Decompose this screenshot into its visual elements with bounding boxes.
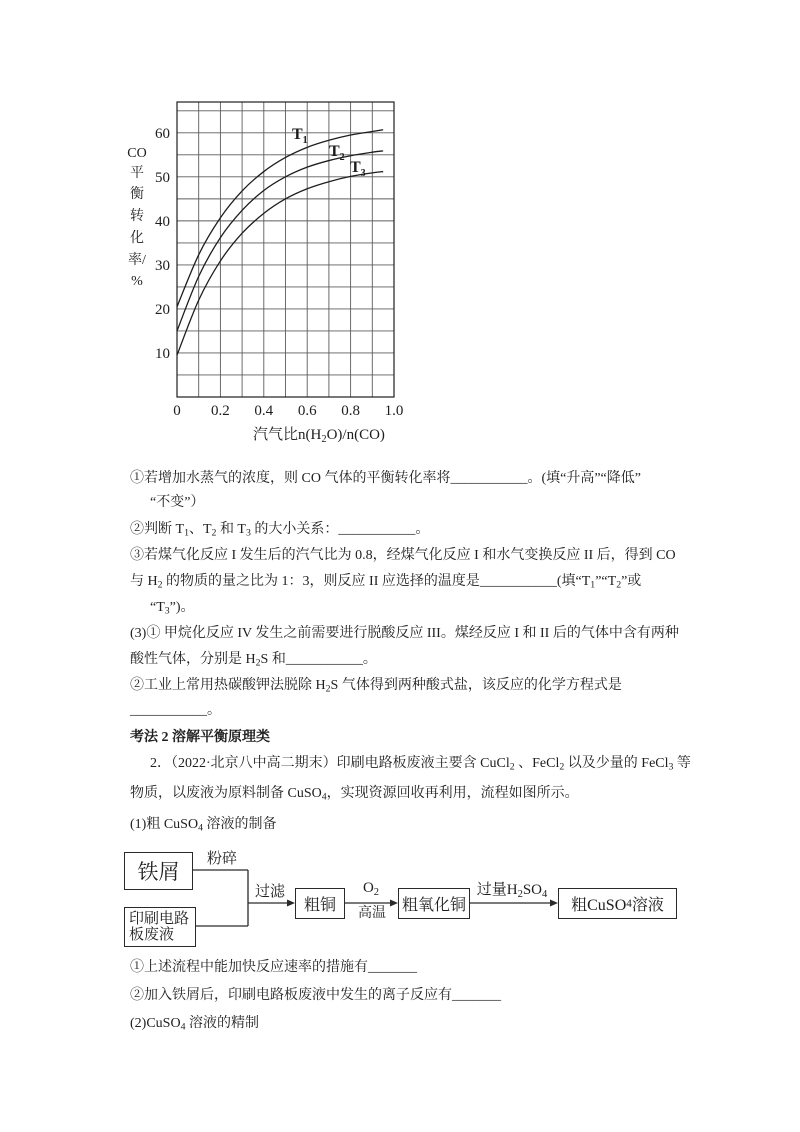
q1-part3-item1-line1 (130, 625, 679, 643)
y-axis-title-part: CO (127, 146, 147, 161)
flow-box-waste-liquid (124, 907, 196, 947)
text-run: ”)。 (169, 600, 195, 615)
text-run: O)/n(CO) (326, 427, 385, 443)
q2-part1-item1: ①上述流程中能加快反应速率的措施有_______ (130, 960, 417, 975)
text-run: 与 H (130, 574, 158, 589)
series-line-t1 (177, 130, 383, 307)
text-run: ___________。 (130, 703, 221, 718)
text-run: ②工业上常用热碳酸钾法脱除 H (130, 678, 326, 693)
text-run: 汽气比n(H (253, 427, 322, 443)
text-run: 溶液 (631, 897, 664, 914)
subscript: 1 (184, 527, 189, 539)
text-run: 物质，以废液为原料制备 CuSO (130, 786, 322, 801)
subscript: 2 (325, 683, 331, 695)
x-tick-label: 0.4 (254, 403, 274, 419)
flow-box-iron-filings: 铁屑 (124, 852, 193, 890)
text-run: 2．（2022·北京八中高二期末）印刷电路板废液主要含 CuCl (150, 756, 510, 771)
y-tick-label: 50 (155, 169, 170, 186)
series-label-subscript: 3 (360, 168, 366, 179)
q1-part3-item2-line2 (130, 702, 221, 720)
x-tick-label: 0.2 (211, 403, 230, 419)
arrow-acid-head (550, 900, 558, 907)
text-run: ①若增加水蒸气的浓度，则 CO 气体的平衡转化率将___________。(填“升高”“降低” (130, 471, 641, 486)
text-run: 溶液的精制 (185, 1016, 259, 1031)
text-run: “不变”） (150, 495, 205, 510)
subscript: 2 (559, 761, 565, 773)
x-tick-label: 1.0 (384, 403, 404, 419)
x-tick-label: 0 (173, 403, 181, 419)
y-tick-label: 60 (155, 125, 170, 142)
subscript: 2 (509, 761, 515, 773)
text-run: S 和___________。 (260, 652, 377, 667)
y-tick-label: 20 (155, 301, 170, 318)
flow-label-filter: 过滤 (254, 884, 285, 900)
q1-item1-line1 (130, 470, 641, 488)
flow-label-high-temperature: 高温 (358, 906, 386, 921)
flow-box-waste-liquid-line2: 板废液 (129, 927, 175, 943)
q1-item3-line3 (150, 599, 195, 617)
subscript: 4 (321, 791, 327, 803)
q1-part3-item1-line2 (130, 651, 377, 669)
text-run: ②判断 T (130, 522, 185, 537)
text-run: 过量H (476, 882, 518, 898)
q1-part3-item2-line1 (130, 677, 622, 695)
subscript: 2 (255, 657, 261, 669)
text-run: 、T (188, 522, 212, 537)
text-run: ③若煤气化反应 I 发生后的汽气比为 0.8，经煤气化反应 I 和水气变换反应 II 后，得到 CO (130, 548, 676, 563)
y-axis-title-part: % (131, 274, 143, 289)
q1-item3-line2 (130, 573, 641, 591)
series-label-letter: T (329, 143, 340, 160)
chart-x-axis-title (253, 426, 385, 444)
text-run: S 气体得到两种酸式盐，该反应的化学方程式是 (330, 678, 622, 693)
text-run: (1)粗 CuSO (130, 817, 199, 832)
q1-item1-line2 (150, 494, 204, 512)
q2-part2-title (130, 1015, 259, 1033)
q1-item3-line1 (130, 547, 676, 565)
subscript: 4 (542, 888, 548, 900)
subscript: 3 (668, 761, 674, 773)
text-run: ”“T (595, 574, 617, 589)
y-tick-label: 30 (155, 257, 170, 274)
text-run: 酸性气体，分别是 H (130, 652, 256, 667)
series-line-t2 (177, 151, 383, 331)
text-run: O (362, 880, 374, 896)
flow-box-crude-cuso4-solution: 粗CuSO 4 溶液 (558, 888, 677, 919)
y-axis-title-part: 率/ (128, 253, 146, 268)
subscript: 2 (321, 433, 327, 445)
y-axis-title-part: 转 (130, 209, 144, 224)
subscript: 2 (517, 888, 523, 900)
x-tick-label: 0.8 (341, 403, 360, 419)
text-run: 粗CuSO (571, 897, 627, 914)
series-label-letter: T (292, 126, 303, 143)
flow-box-waste-liquid-line1: 印刷电路 (129, 911, 190, 927)
text-run: SO (522, 882, 543, 898)
y-tick-label: 10 (155, 345, 170, 362)
text-run: 以及少量的 FeCl (564, 756, 669, 771)
conversion-rate-chart (0, 0, 800, 420)
y-axis-title-part: 平 (130, 166, 144, 181)
flow-label-oxygen (346, 879, 396, 897)
series-label-t1 (292, 126, 308, 146)
y-axis-title-part: 衡 (130, 187, 144, 202)
subscript: 2 (373, 886, 380, 898)
flow-box-crude-copper-oxide: 粗氧化铜 (398, 888, 470, 919)
text-run: ，实现资源回收再利用，流程如图所示。 (326, 786, 579, 801)
y-axis-title-part: 化 (130, 231, 144, 246)
subscript: 2 (211, 527, 217, 539)
series-label-subscript: 1 (302, 135, 308, 146)
x-tick-label: 0.6 (297, 403, 317, 419)
series-label-subscript: 2 (339, 152, 345, 163)
text-run: (3)① 甲烷化反应 IV 发生之前需要进行脱酸反应 III。煤经反应 I 和 II 后的气体中含有两种 (130, 626, 679, 641)
flow-label-crush: 粉碎 (206, 851, 237, 867)
subscript: 2 (157, 579, 163, 591)
q2-stem-line1 (150, 755, 691, 773)
text-run: 的大小关系：___________。 (250, 522, 430, 537)
flow-box-crude-copper: 粗铜 (295, 888, 345, 919)
text-run: 和 T (216, 522, 246, 537)
subscript: 3 (164, 605, 170, 617)
subscript: 4 (180, 1021, 186, 1033)
text-run: 、FeCl (514, 756, 560, 771)
section-heading: 考法 2 溶解平衡原理类 (130, 730, 270, 745)
subscript: 1 (590, 579, 596, 591)
text-run: 溶液的制备 (202, 817, 277, 832)
subscript: 4 (198, 822, 203, 834)
text-run: 等 (673, 756, 691, 771)
q2-stem-line2 (130, 785, 579, 803)
text-run: 的物质的量之比为 1：3，则反应 II 应选择的温度是___________(填“T (162, 574, 591, 589)
flow-label-excess-sulfuric-acid (472, 881, 552, 899)
text-run: “T (150, 600, 165, 615)
text-run: (2)CuSO (130, 1016, 181, 1031)
text-run: ”或 (621, 574, 642, 589)
subscript: 3 (246, 527, 251, 539)
y-tick-label: 40 (155, 213, 170, 230)
series-label-letter: T (350, 159, 361, 176)
q1-item2-line1 (130, 521, 429, 539)
q2-part1-item2: ②加入铁屑后，印刷电路板废液中发生的离子反应有_______ (130, 988, 501, 1003)
subscript: 2 (616, 579, 622, 591)
q2-part1-title (130, 816, 276, 834)
